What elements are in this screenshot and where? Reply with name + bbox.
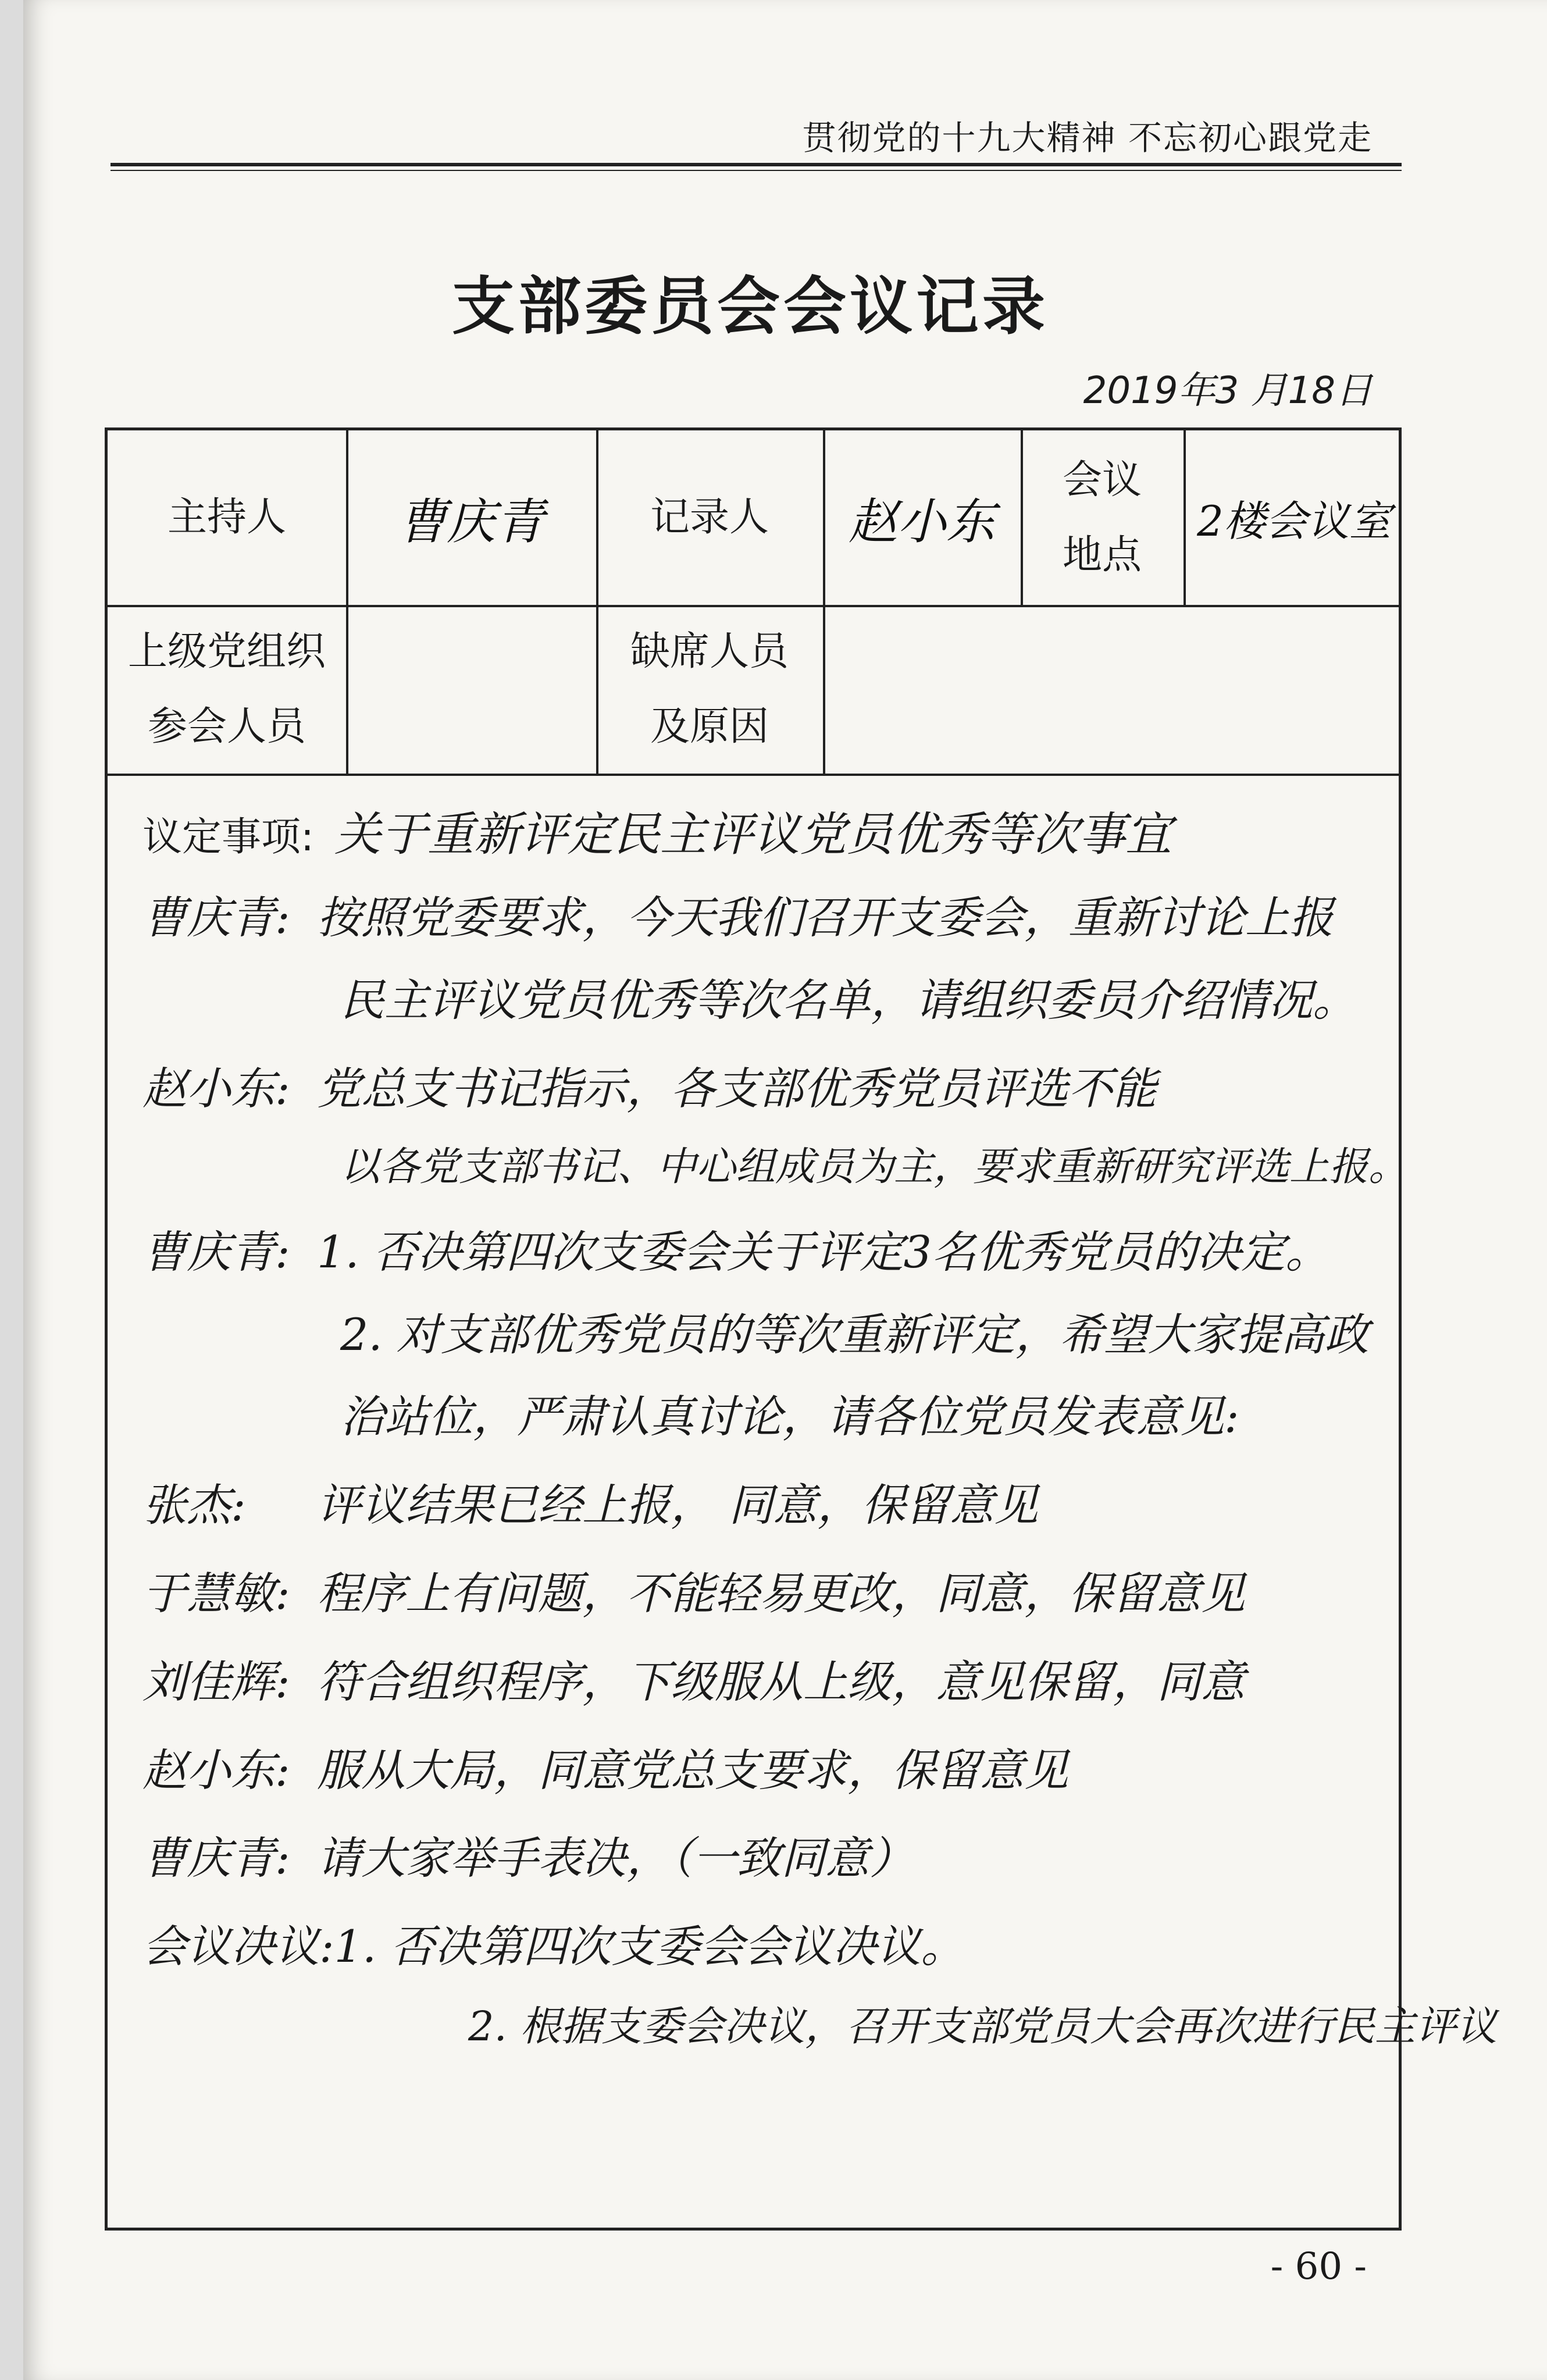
absent-label <box>596 605 823 774</box>
speaker: 赵小东: <box>142 1744 290 1796</box>
statement: 民主评议党员优秀等次名单，请组织委员介绍情况。 <box>340 974 1357 1026</box>
meeting-record-form <box>105 427 1498 2231</box>
statement: 治站位，严肃认真讨论，请各位党员发表意见: <box>340 1391 1239 1443</box>
venue-label-line1: 会议 <box>1062 457 1142 503</box>
statement: 评议结果已经上报， 同意，保留意见 <box>317 1479 1039 1531</box>
page-number: - 60 - <box>1270 2245 1367 2288</box>
minutes-line <box>142 1824 1381 1893</box>
notebook-page <box>23 0 1547 2380</box>
minutes-line <box>142 1912 1381 1981</box>
minutes-line <box>142 1736 1381 1805</box>
statement: 服从大局，同意党总支要求，保留意见 <box>317 1744 1068 1796</box>
absent-value <box>823 605 1405 774</box>
venue-label-line2: 地点 <box>1062 532 1142 578</box>
minutes-line <box>142 1301 1381 1369</box>
absent-label-line1: 缺席人员 <box>630 628 789 675</box>
statement: 2. 对支部优秀党员的等次重新评定，希望大家提高政 <box>340 1308 1369 1360</box>
header-rule-thin <box>110 170 1402 171</box>
minutes-line <box>142 1054 1381 1123</box>
header-rule <box>110 163 1402 166</box>
absent-label-line2: 及原因 <box>650 704 769 750</box>
agenda-row <box>142 797 1381 864</box>
document-title: 支部委员会会议记录 <box>451 270 1049 343</box>
minutes-line <box>142 1471 1381 1540</box>
agenda-text: 关于重新评定民主评议党员优秀等次事宜 <box>334 807 1172 861</box>
statement: 2. 根据支委会决议，召开支部党员大会再次进行民主评议 <box>468 2002 1498 2050</box>
statement: 程序上有问题，不能轻易更改，同意，保留意见 <box>317 1567 1245 1619</box>
statement: 1. 否决第四次支委会关于评定3名优秀党员的决定。 <box>317 1225 1330 1278</box>
meeting-date: 2019年3 月18日 <box>1083 369 1373 412</box>
agenda-label: 议定事项: <box>142 814 314 860</box>
venue-label <box>1021 430 1184 605</box>
minutes-line <box>142 1136 1409 1198</box>
speaker: 张杰: <box>142 1479 246 1531</box>
running-header: 贯彻党的十九大精神 不忘初心跟党走 <box>802 118 1373 158</box>
host-label: 主持人 <box>167 494 286 541</box>
superior-attendees-label <box>108 605 346 774</box>
speaker: 刘佳辉: <box>142 1655 290 1708</box>
statement: 请大家举手表决，（一致同意） <box>317 1832 914 1884</box>
speaker: 曹庆青: <box>142 892 290 943</box>
minutes-line <box>142 1383 1381 1451</box>
superior-label-line2: 参会人员 <box>147 704 306 750</box>
venue-value: 2楼会议室 <box>1197 497 1391 546</box>
speaker: 赵小东: <box>142 1062 290 1114</box>
statement: 1. 否决第四次支委会会议决议。 <box>334 1921 965 1973</box>
minutes-line <box>142 966 1381 1035</box>
recorder-label: 记录人 <box>650 494 769 541</box>
host-value: 曹庆青 <box>397 493 544 550</box>
minutes-line <box>142 1995 1498 2058</box>
speaker: 曹庆青: <box>142 1832 290 1884</box>
statement: 符合组织程序，下级服从上级，意见保留，同意 <box>317 1655 1245 1708</box>
minutes-line <box>142 883 1381 952</box>
speaker: 于慧敏: <box>142 1567 290 1619</box>
statement: 以各党支部书记、中心组成员为主，要求重新研究评选上报。 <box>340 1144 1409 1191</box>
minutes-line <box>142 1559 1381 1628</box>
minutes-line <box>142 1218 1381 1287</box>
superior-label-line1: 上级党组织 <box>127 628 326 675</box>
minutes-content <box>108 774 1498 2058</box>
recorder-value: 赵小东 <box>848 493 995 550</box>
statement: 党总支书记指示，各支部优秀党员评选不能 <box>317 1062 1157 1114</box>
speaker: 曹庆青: <box>142 1225 290 1278</box>
minutes-line <box>142 1648 1381 1716</box>
speaker: 会议决议: <box>142 1921 334 1973</box>
superior-attendees-value <box>346 605 596 774</box>
statement: 按照党委要求，今天我们召开支委会，重新讨论上报 <box>317 892 1334 943</box>
